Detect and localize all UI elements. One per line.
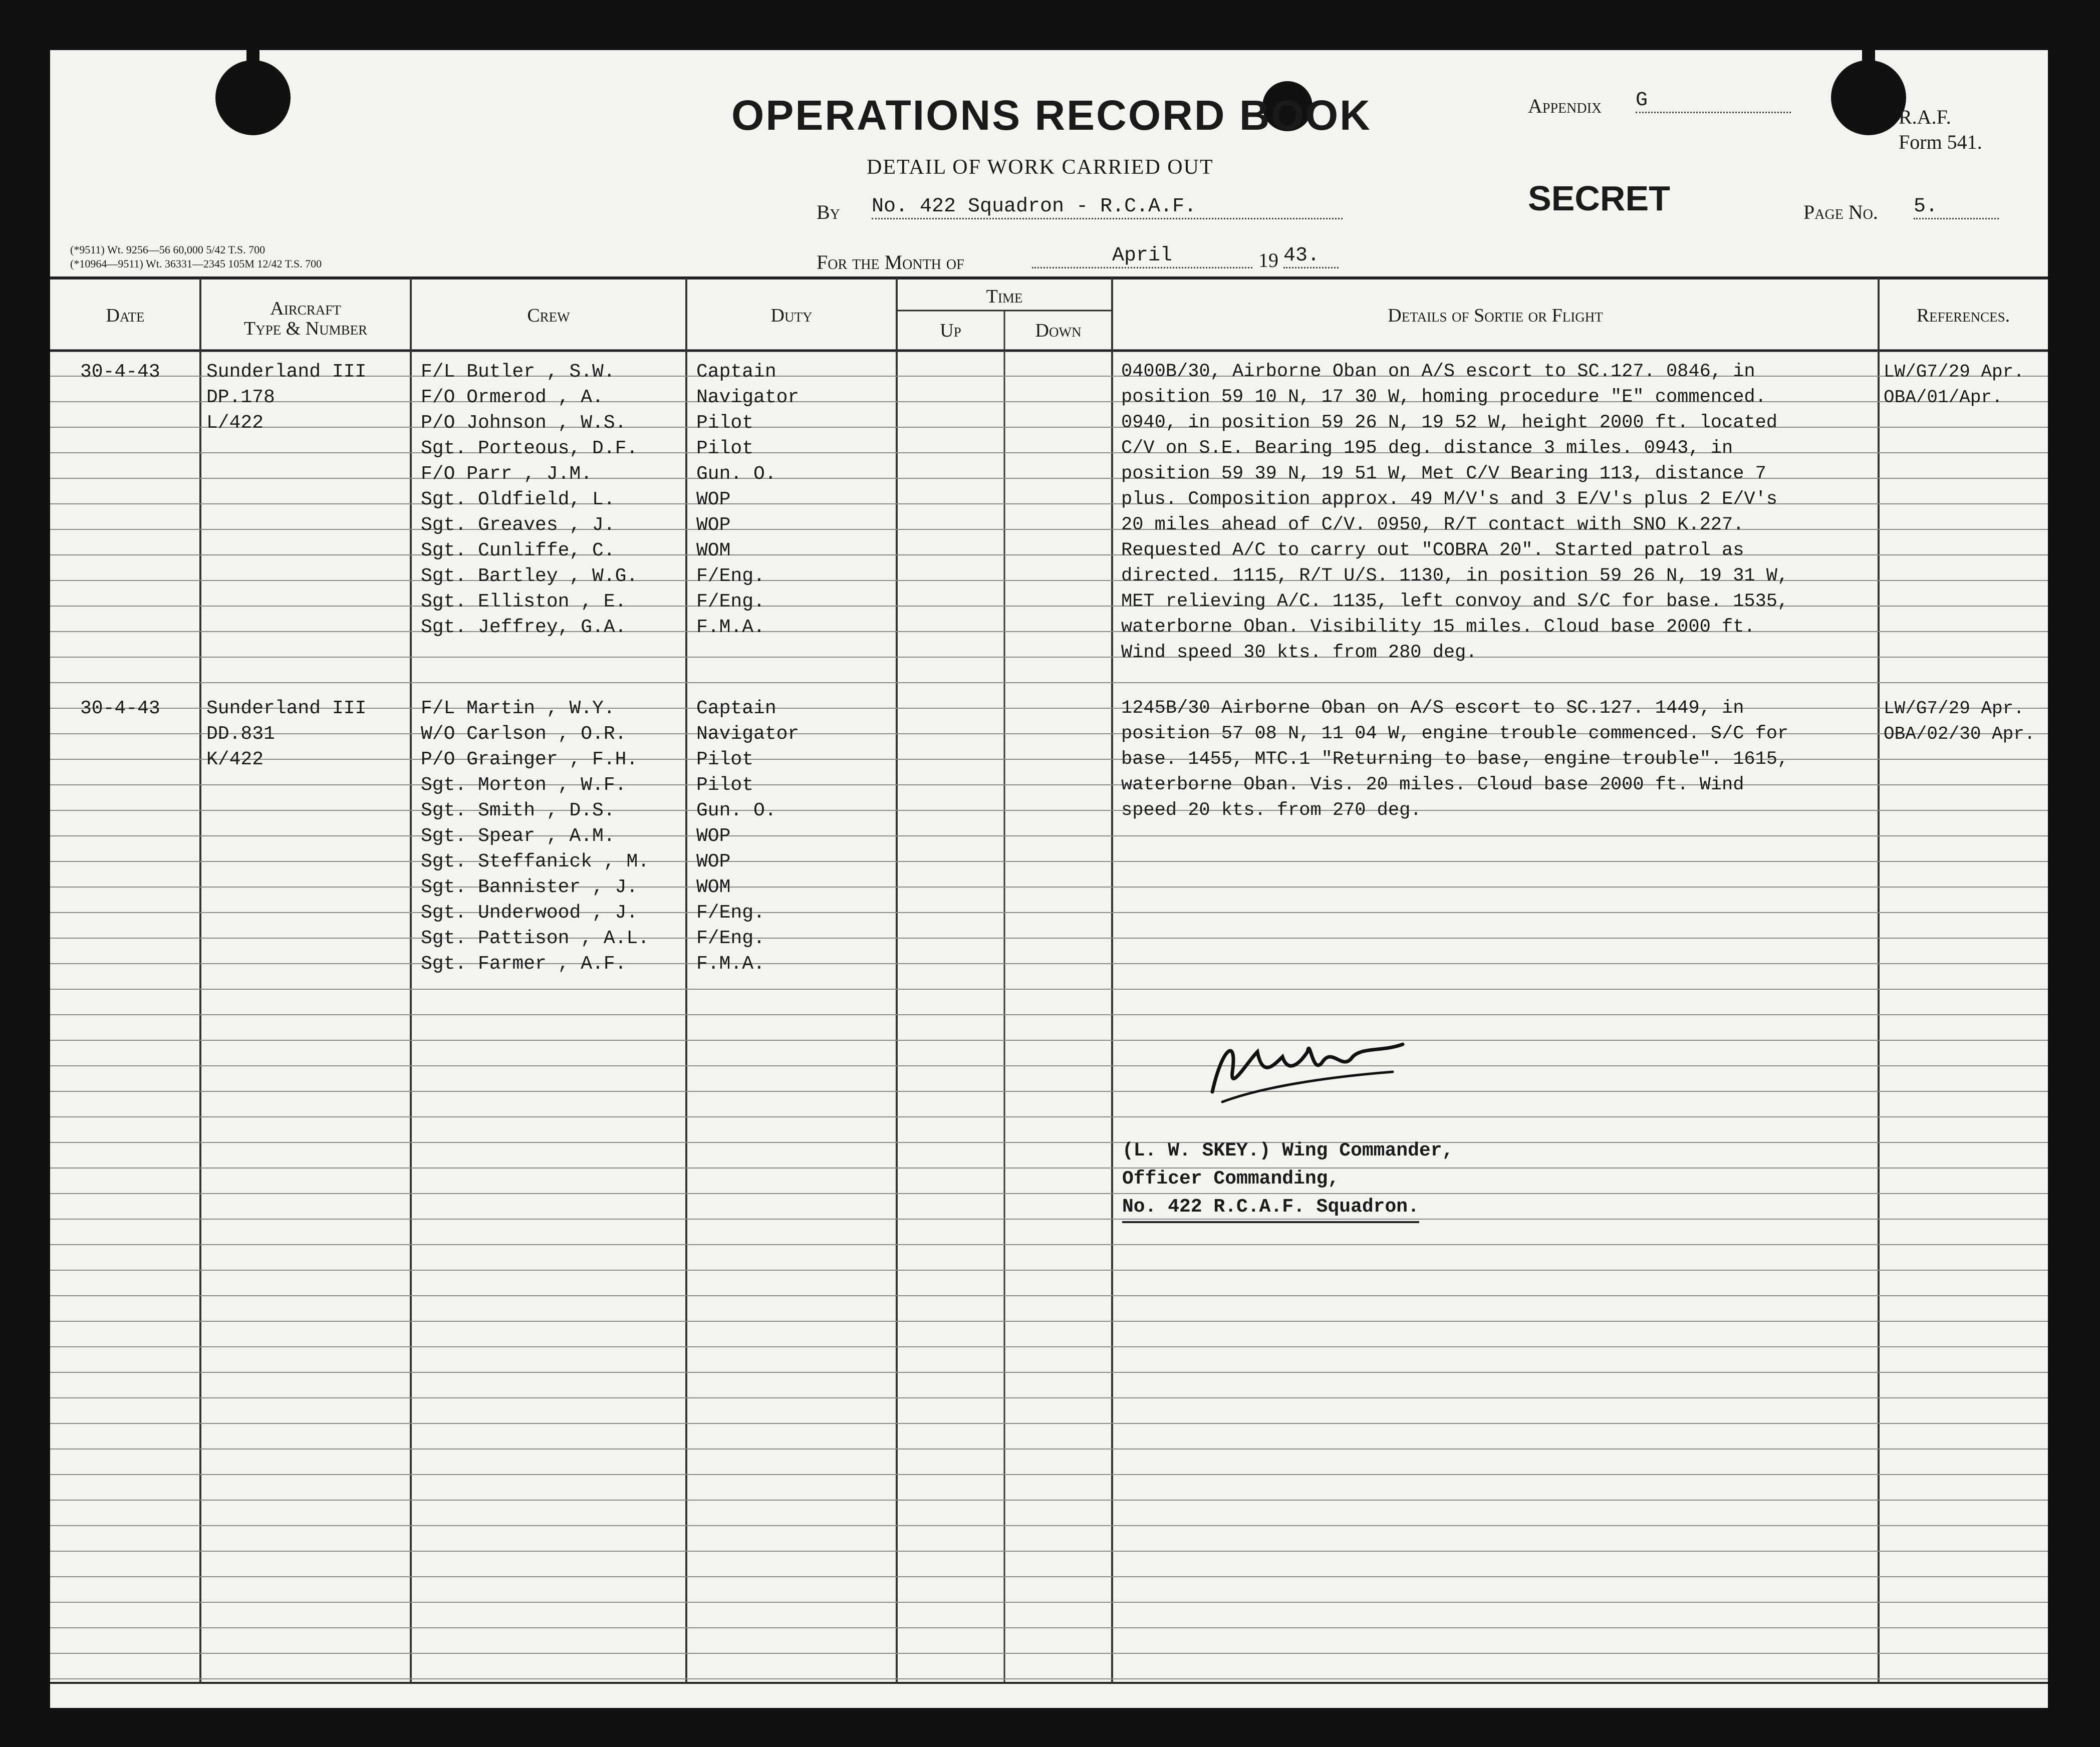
duty-item: Gun. O. [696,800,776,821]
reference-item: OBA/01/Apr. [1884,387,2003,408]
aircraft-code: L/422 [206,412,264,434]
crew-member: Sgt. Elliston , E. [421,591,627,613]
duty-item: Captain [696,698,776,719]
col-header-aircraft-type: Type & Number [243,318,368,339]
entry-2-duty [696,696,799,977]
duty-item: Navigator [696,387,800,408]
by-label: By [817,201,840,223]
entry-2-aircraft [206,696,366,772]
duty-item: WOM [696,540,731,561]
month-value: April [1032,244,1252,268]
details-line: position 59 39 N, 19 51 W, Met C/V Bearing 113, distance 7 [1121,463,1766,484]
secret-stamp: SECRET [1528,179,1670,218]
entry-2-references [1884,696,2035,747]
signatory-unit: No. 422 R.C.A.F. Squadron. [1122,1193,1419,1223]
page-number-value: 5. [1914,195,1999,219]
crew-member: Sgt. Jeffrey, G.A. [421,617,627,638]
entry-1-duty [696,359,799,640]
binder-pin-right [1862,50,1875,108]
year-prefix: 19 [1258,249,1278,271]
crew-member: Sgt. Farmer , A.F. [421,953,627,975]
record-sheet [50,50,2048,1708]
print-code-1: (*9511) Wt. 9256—56 60,000 5/42 T.S. 700 [70,243,266,256]
entry-1-references [1884,359,2024,410]
entry-2-date: 30-4-43 [80,698,160,719]
details-line: base. 1455, MTC.1 "Returning to base, engine trouble". 1615, [1121,749,1789,770]
details-line: position 57 08 N, 11 04 W, engine trouble commenced. S/C for [1121,723,1789,744]
page-number-label: Page No. [1803,201,1878,223]
duty-item: F/Eng. [696,591,765,613]
form-label: R.A.F. [1899,106,1951,128]
details-line: 20 miles ahead of C/V. 0950, R/T contact with SNO K.227. [1121,514,1744,535]
details-line: waterborne Oban. Vis. 20 miles. Cloud base 2000 ft. Wind [1121,774,1744,795]
col-header-references: References. [1916,305,2010,326]
details-line: waterborne Oban. Visibility 15 miles. Cloud base 2000 ft. [1121,617,1755,638]
aircraft-serial: DP.178 [206,387,275,408]
details-line: C/V on S.E. Bearing 195 deg. distance 3 miles. 0943, in [1121,438,1733,459]
crew-member: Sgt. Bannister , J. [421,877,638,898]
details-line: Wind speed 30 kts. from 280 deg. [1121,642,1477,663]
crew-member: W/O Carlson , O.R. [421,723,627,745]
page-title: OPERATIONS RECORD BOOK [731,92,1372,139]
duty-item: Pilot [696,438,754,459]
duty-item: WOM [696,877,731,898]
crew-member: Sgt. Greaves , J. [421,514,615,536]
aircraft-type: Sunderland III [206,698,367,719]
handwritten-signature [1202,1017,1413,1117]
col-header-crew: Crew [527,305,570,326]
by-value: No. 422 Squadron - R.C.A.F. [872,195,1343,219]
crew-member: Sgt. Porteous, D.F. [421,438,638,459]
crew-member: Sgt. Smith , D.S. [421,800,615,821]
crew-member: Sgt. Pattison , A.L. [421,928,650,949]
crew-member: Sgt. Bartley , W.G. [421,565,638,587]
crew-member: Sgt. Spear , A.M. [421,825,615,847]
signature-block [1122,1137,1453,1223]
crew-member: F/L Butler , S.W. [421,361,615,383]
col-header-aircraft: Aircraft [270,298,341,319]
details-line: plus. Composition approx. 49 M/V's and 3 E/V's plus 2 E/V's [1121,489,1778,510]
aircraft-type: Sunderland III [206,361,367,383]
crew-member: P/O Grainger , F.H. [421,749,638,770]
col-header-duty: Duty [770,305,813,326]
duty-item: WOP [696,851,731,872]
entry-1-details [1121,359,1788,666]
binder-pin-left [246,50,259,108]
col-header-details: Details of Sortie or Flight [1388,305,1603,326]
details-line: 0400B/30, Airborne Oban on A/S escort to SC.127. 0846, in [1121,361,1755,382]
details-line: 1245B/30 Airborne Oban on A/S escort to SC.127. 1449, in [1121,698,1744,719]
duty-item: F.M.A. [696,617,765,638]
duty-item: Captain [696,361,776,383]
duty-item: F.M.A. [696,953,765,975]
crew-member: Sgt. Cunliffe, C. [421,540,615,561]
col-header-up: Up [940,320,961,341]
details-line: Requested A/C to carry out "COBRA 20". Started patrol as [1121,540,1744,561]
signatory-name: (L. W. SKEY.) Wing Commander, [1122,1140,1454,1161]
appendix-value: G [1636,89,1791,113]
details-line: position 59 10 N, 17 30 W, homing procedure "E" commenced. [1121,387,1766,408]
col-header-down: Down [1035,320,1082,341]
duty-item: WOP [696,514,731,536]
year-value: 43. [1283,244,1339,268]
crew-member: Sgt. Steffanick , M. [421,851,650,872]
duty-item: F/Eng. [696,902,765,924]
reference-item: LW/G7/29 Apr. [1884,362,2024,382]
entry-1-crew [421,359,638,640]
crew-member: F/L Martin , W.Y. [421,698,615,719]
duty-item: Navigator [696,723,800,745]
duty-item: WOP [696,825,731,847]
crew-member: F/O Ormerod , A. [421,387,604,408]
crew-member: Sgt. Morton , W.F. [421,774,627,796]
form-number: Form 541. [1899,131,1982,153]
details-line: directed. 1115, R/T U/S. 1130, in position 59 26 N, 19 31 W, [1121,565,1789,587]
aircraft-serial: DD.831 [206,723,275,745]
duty-item: Pilot [696,774,754,796]
entry-2-details [1121,696,1788,823]
crew-member: P/O Johnson , W.S. [421,412,627,434]
details-line: speed 20 kts. from 270 deg. [1121,800,1422,821]
crew-member: F/O Parr , J.M. [421,463,593,485]
reference-item: OBA/02/30 Apr. [1884,724,2035,744]
appendix-label: Appendix [1528,95,1602,117]
page-subtitle: DETAIL OF WORK CARRIED OUT [867,156,1214,179]
details-line: MET relieving A/C. 1135, left convoy and S/C for base. 1535, [1121,591,1789,612]
aircraft-code: K/422 [206,749,264,770]
duty-item: Pilot [696,412,754,434]
month-label: For the Month of [817,251,964,273]
entry-1-date: 30-4-43 [80,361,160,383]
crew-member: Sgt. Oldfield, L. [421,489,615,510]
entry-2-crew [421,696,649,977]
print-code-2: (*10964—9511) Wt. 36331—2345 105M 12/42 T.S. 700 [70,257,322,270]
details-line: 0940, in position 59 26 N, 19 52 W, height 2000 ft. located [1121,412,1778,433]
duty-item: Pilot [696,749,754,770]
reference-item: LW/G7/29 Apr. [1884,698,2024,719]
duty-item: F/Eng. [696,565,765,587]
duty-item: WOP [696,489,731,510]
entry-1-aircraft [206,359,366,436]
col-header-time: Time [986,286,1023,307]
duty-item: F/Eng. [696,928,765,949]
col-header-date: Date [106,305,145,326]
crew-member: Sgt. Underwood , J. [421,902,638,924]
signatory-role: Officer Commanding, [1122,1168,1340,1190]
duty-item: Gun. O. [696,463,776,485]
